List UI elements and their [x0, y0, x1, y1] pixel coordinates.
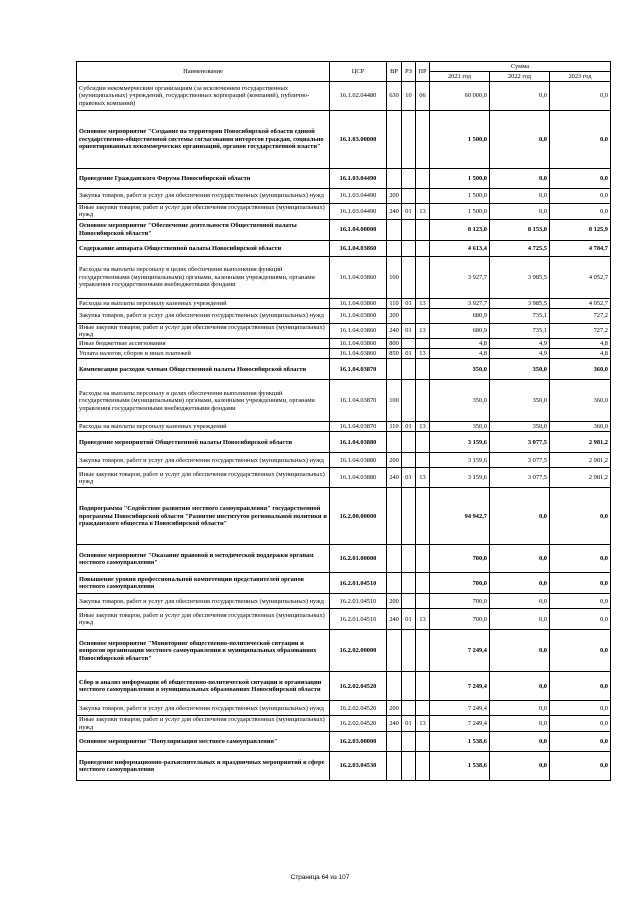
- row-csr: 16.1.04.03860: [330, 256, 387, 298]
- row-sum-2021: 4,8: [430, 349, 490, 359]
- row-csr: 16.1.04.03860: [330, 323, 387, 339]
- header-2021: 2021 год: [430, 72, 490, 82]
- row-csr: 16.1.04.03860: [330, 349, 387, 359]
- row-vr: 100: [387, 380, 402, 422]
- row-csr: 16.2.01.04510: [330, 609, 387, 630]
- row-rz: [402, 630, 416, 672]
- row-name: Иные бюджетные ассигнования: [77, 339, 330, 349]
- row-csr: 16.1.04.03860: [330, 339, 387, 349]
- row-pr: 13: [416, 716, 430, 732]
- row-sum-2022: 8 153,0: [490, 219, 550, 240]
- row-csr: 16.2.03.00000: [330, 732, 387, 752]
- row-name: Основное мероприятие "Популяризация местного самоуправления": [77, 732, 330, 752]
- row-csr: 16.2.02.04520: [330, 672, 387, 701]
- row-vr: [387, 169, 402, 189]
- row-csr: 16.2.01.00000: [330, 545, 387, 573]
- table-row: [77, 453, 611, 468]
- row-name: Повышение уровня профессиональной компетенции представителей органов местного самоуправления: [77, 573, 330, 594]
- row-sum-2023: 0,0: [550, 82, 611, 111]
- row-pr: 13: [416, 468, 430, 488]
- row-sum-2021: 94 942,7: [430, 488, 490, 545]
- row-rz: [402, 359, 416, 380]
- row-csr: 16.1.03.04490: [330, 204, 387, 220]
- row-sum-2021: 7 249,4: [430, 701, 490, 716]
- row-vr: 110: [387, 422, 402, 432]
- row-sum-2023: 0,0: [550, 752, 611, 781]
- row-sum-2023: 2 981,2: [550, 432, 611, 453]
- row-sum-2023: 727,2: [550, 308, 611, 323]
- row-rz: [402, 256, 416, 298]
- row-pr: [416, 573, 430, 594]
- table-row: [77, 380, 611, 422]
- row-sum-2021: 680,9: [430, 308, 490, 323]
- row-sum-2022: 4,9: [490, 339, 550, 349]
- row-name: Иные закупки товаров, работ и услуг для обеспечения государственных (муниципальных) нужд: [77, 716, 330, 732]
- row-name: Сбор и анализ информации об общественно-политической ситуации и организации местного самоуправления в муниципальных образованиях Новосибирской области: [77, 672, 330, 701]
- row-rz: 10: [402, 82, 416, 111]
- header-vr: ВР: [387, 62, 402, 82]
- row-sum-2023: 2 981,2: [550, 468, 611, 488]
- row-sum-2021: 350,0: [430, 359, 490, 380]
- row-vr: [387, 672, 402, 701]
- row-csr: 16.1.04.03880: [330, 432, 387, 453]
- row-sum-2021: 1 538,6: [430, 732, 490, 752]
- row-sum-2021: 3 159,6: [430, 453, 490, 468]
- table-row: [77, 323, 611, 339]
- row-pr: 13: [416, 323, 430, 339]
- table-row: [77, 545, 611, 573]
- row-name: Расходы на выплаты персоналу казенных учреждений: [77, 298, 330, 308]
- table-row: [77, 349, 611, 359]
- header-pr: ПР: [416, 62, 430, 82]
- row-vr: 110: [387, 298, 402, 308]
- header-name: Наименование: [77, 62, 330, 82]
- row-sum-2022: 350,0: [490, 380, 550, 422]
- table-row: [77, 716, 611, 732]
- row-sum-2021: 8 123,0: [430, 219, 490, 240]
- row-rz: 01: [402, 349, 416, 359]
- row-sum-2022: 0,0: [490, 545, 550, 573]
- row-rz: 01: [402, 298, 416, 308]
- row-sum-2022: 0,0: [490, 630, 550, 672]
- row-name: Проведение Гражданского Форума Новосибирской области: [77, 169, 330, 189]
- page-footer: Страница 64 из 107: [290, 874, 350, 881]
- row-sum-2022: 4 725,5: [490, 240, 550, 256]
- row-sum-2023: 0,0: [550, 189, 611, 204]
- header-row: [77, 62, 611, 72]
- row-sum-2021: 700,0: [430, 609, 490, 630]
- row-sum-2022: 350,0: [490, 359, 550, 380]
- row-pr: 06: [416, 82, 430, 111]
- row-name: Субсидии некоммерческим организациям (за исключением государственных (муниципальных) учреждений, государственных корпораций (компаний), публично-правовых компаний): [77, 82, 330, 111]
- row-pr: [416, 453, 430, 468]
- row-vr: 240: [387, 204, 402, 220]
- row-name: Иные закупки товаров, работ и услуг для обеспечения государственных (муниципальных) нужд: [77, 204, 330, 220]
- row-sum-2021: 700,0: [430, 573, 490, 594]
- table-row: [77, 468, 611, 488]
- row-rz: 01: [402, 609, 416, 630]
- row-vr: [387, 630, 402, 672]
- table-row: [77, 189, 611, 204]
- row-vr: 240: [387, 323, 402, 339]
- row-pr: [416, 169, 430, 189]
- row-sum-2023: 360,0: [550, 422, 611, 432]
- row-sum-2022: 0,0: [490, 204, 550, 220]
- row-pr: [416, 432, 430, 453]
- row-csr: 16.1.04.03860: [330, 298, 387, 308]
- row-sum-2021: 3 927,7: [430, 256, 490, 298]
- row-vr: 200: [387, 308, 402, 323]
- row-name: Расходы на выплаты персоналу казенных учреждений: [77, 422, 330, 432]
- row-csr: 16.2.00.00000: [330, 488, 387, 545]
- row-sum-2022: 0,0: [490, 111, 550, 169]
- row-sum-2021: 1 500,0: [430, 189, 490, 204]
- row-sum-2023: 360,0: [550, 380, 611, 422]
- table-row: [77, 339, 611, 349]
- header-2022: 2022 год: [490, 72, 550, 82]
- row-pr: [416, 339, 430, 349]
- row-sum-2021: 4,8: [430, 339, 490, 349]
- row-rz: [402, 573, 416, 594]
- row-rz: 01: [402, 422, 416, 432]
- row-name: Содержание аппарата Общественной палаты Новосибирской области: [77, 240, 330, 256]
- row-vr: [387, 432, 402, 453]
- row-name: Иные закупки товаров, работ и услуг для обеспечения государственных (муниципальных) нужд: [77, 323, 330, 339]
- row-vr: 200: [387, 189, 402, 204]
- row-name: Подпрограмма "Содействие развитию местного самоуправления" государственной программы Новосибирской области "Развитие институтов региональной политики и гражданского общества в Новосибирской области": [77, 488, 330, 545]
- row-csr: 16.1.04.03860: [330, 240, 387, 256]
- header-rz: РЗ: [402, 62, 416, 82]
- row-rz: 01: [402, 468, 416, 488]
- row-name: Основное мероприятие "Создание на территории Новосибирской области единой государственно-общественной системы согласования интересов граждан, социально ориентированных некоммерческих организаций, органов государственной власти": [77, 111, 330, 169]
- row-sum-2023: 0,0: [550, 545, 611, 573]
- row-csr: 16.1.04.03870: [330, 380, 387, 422]
- row-sum-2021: 3 159,6: [430, 432, 490, 453]
- row-sum-2021: 60 000,0: [430, 82, 490, 111]
- row-name: Закупка товаров, работ и услуг для обеспечения государственных (муниципальных) нужд: [77, 189, 330, 204]
- row-sum-2023: 0,0: [550, 204, 611, 220]
- table-row: [77, 82, 611, 111]
- row-csr: 16.1.04.00000: [330, 219, 387, 240]
- row-sum-2023: 4 052,7: [550, 256, 611, 298]
- table-row: [77, 432, 611, 453]
- row-sum-2022: 0,0: [490, 609, 550, 630]
- row-csr: 16.2.01.04510: [330, 573, 387, 594]
- row-vr: 240: [387, 716, 402, 732]
- row-sum-2023: 4 052,7: [550, 298, 611, 308]
- row-name: Проведение информационно-разъяснительных и праздничных мероприятий в сфере местного самоуправления: [77, 752, 330, 781]
- row-vr: 240: [387, 609, 402, 630]
- table-row: [77, 422, 611, 432]
- row-sum-2021: 7 249,4: [430, 716, 490, 732]
- row-sum-2022: 0,0: [490, 732, 550, 752]
- row-rz: [402, 488, 416, 545]
- row-csr: 16.1.04.03870: [330, 359, 387, 380]
- row-sum-2021: 1 500,0: [430, 169, 490, 189]
- row-rz: 01: [402, 716, 416, 732]
- row-pr: [416, 308, 430, 323]
- row-rz: [402, 339, 416, 349]
- row-rz: [402, 308, 416, 323]
- table-row: [77, 308, 611, 323]
- row-sum-2021: 680,9: [430, 323, 490, 339]
- row-sum-2022: 0,0: [490, 488, 550, 545]
- row-pr: [416, 219, 430, 240]
- row-vr: 240: [387, 468, 402, 488]
- row-sum-2023: 0,0: [550, 488, 611, 545]
- row-vr: 100: [387, 256, 402, 298]
- row-sum-2022: 4,9: [490, 349, 550, 359]
- row-csr: 16.2.02.04520: [330, 716, 387, 732]
- row-pr: [416, 240, 430, 256]
- row-sum-2021: 1 500,0: [430, 204, 490, 220]
- table-row: [77, 256, 611, 298]
- table-row: [77, 672, 611, 701]
- row-sum-2023: 2 981,2: [550, 453, 611, 468]
- row-pr: [416, 630, 430, 672]
- row-vr: [387, 752, 402, 781]
- row-csr: 16.2.01.04510: [330, 594, 387, 609]
- row-sum-2021: 1 500,0: [430, 111, 490, 169]
- row-sum-2023: 0,0: [550, 630, 611, 672]
- table-row: [77, 298, 611, 308]
- row-sum-2022: 0,0: [490, 752, 550, 781]
- row-sum-2023: 4,8: [550, 339, 611, 349]
- row-rz: 01: [402, 323, 416, 339]
- row-sum-2023: 0,0: [550, 111, 611, 169]
- row-pr: [416, 732, 430, 752]
- row-rz: [402, 189, 416, 204]
- row-csr: 16.2.02.00000: [330, 630, 387, 672]
- row-pr: [416, 488, 430, 545]
- row-name: Основное мероприятие "Обеспечение деятельности Общественной палаты Новосибирской области": [77, 219, 330, 240]
- row-sum-2021: 350,0: [430, 380, 490, 422]
- row-sum-2022: 0,0: [490, 672, 550, 701]
- table-row: [77, 732, 611, 752]
- row-sum-2022: 3 077,5: [490, 453, 550, 468]
- row-vr: 850: [387, 349, 402, 359]
- row-csr: 16.1.04.03880: [330, 453, 387, 468]
- row-sum-2022: 3 077,5: [490, 468, 550, 488]
- row-sum-2021: 7 249,4: [430, 672, 490, 701]
- row-csr: 16.1.04.03860: [330, 308, 387, 323]
- row-vr: [387, 573, 402, 594]
- row-rz: [402, 672, 416, 701]
- row-rz: [402, 701, 416, 716]
- row-vr: [387, 732, 402, 752]
- row-sum-2022: 0,0: [490, 701, 550, 716]
- row-pr: 13: [416, 298, 430, 308]
- row-name: Основное мероприятие "Оказание правовой и методической поддержки органам местного самоуправления": [77, 545, 330, 573]
- row-csr: 16.2.03.04530: [330, 752, 387, 781]
- row-pr: [416, 111, 430, 169]
- row-vr: [387, 545, 402, 573]
- row-sum-2022: 0,0: [490, 594, 550, 609]
- row-csr: 16.1.03.04490: [330, 189, 387, 204]
- row-sum-2022: 3 985,5: [490, 298, 550, 308]
- row-sum-2022: 0,0: [490, 82, 550, 111]
- row-sum-2023: 0,0: [550, 573, 611, 594]
- table-row: [77, 240, 611, 256]
- row-pr: 13: [416, 349, 430, 359]
- table-row: [77, 630, 611, 672]
- row-rz: [402, 752, 416, 781]
- row-sum-2023: 4,8: [550, 349, 611, 359]
- row-sum-2022: 350,0: [490, 422, 550, 432]
- row-pr: [416, 701, 430, 716]
- row-name: Компенсация расходов членам Общественной палаты Новосибирской области: [77, 359, 330, 380]
- row-sum-2021: 1 538,6: [430, 752, 490, 781]
- row-pr: [416, 380, 430, 422]
- row-sum-2023: 4 784,7: [550, 240, 611, 256]
- row-sum-2021: 3 927,7: [430, 298, 490, 308]
- row-sum-2022: 0,0: [490, 189, 550, 204]
- row-sum-2023: 0,0: [550, 732, 611, 752]
- row-vr: [387, 111, 402, 169]
- row-sum-2022: 0,0: [490, 573, 550, 594]
- row-sum-2021: 7 249,4: [430, 630, 490, 672]
- row-pr: [416, 672, 430, 701]
- row-vr: [387, 359, 402, 380]
- table-body: [77, 62, 611, 781]
- row-sum-2023: 0,0: [550, 701, 611, 716]
- row-name: Закупка товаров, работ и услуг для обеспечения государственных (муниципальных) нужд: [77, 594, 330, 609]
- row-sum-2023: 0,0: [550, 594, 611, 609]
- table-row: [77, 359, 611, 380]
- row-rz: [402, 240, 416, 256]
- row-rz: [402, 453, 416, 468]
- row-name: Закупка товаров, работ и услуг для обеспечения государственных (муниципальных) нужд: [77, 308, 330, 323]
- row-pr: 13: [416, 422, 430, 432]
- table-row: [77, 573, 611, 594]
- row-sum-2023: 0,0: [550, 169, 611, 189]
- row-pr: [416, 752, 430, 781]
- row-name: Уплата налогов, сборов и иных платежей: [77, 349, 330, 359]
- table-row: [77, 488, 611, 545]
- table-row: [77, 752, 611, 781]
- header-sum: Сумма: [430, 62, 611, 72]
- row-sum-2023: 0,0: [550, 716, 611, 732]
- row-vr: 800: [387, 339, 402, 349]
- row-name: Расходы на выплаты персоналу в целях обеспечения выполнения функций государственными (муниципальными) органами, казенными учреждениями, органами управления государственными внебюджетными фондами: [77, 256, 330, 298]
- row-pr: 13: [416, 609, 430, 630]
- row-vr: [387, 219, 402, 240]
- row-csr: 16.2.02.04520: [330, 701, 387, 716]
- row-vr: 200: [387, 453, 402, 468]
- row-vr: [387, 240, 402, 256]
- row-name: Закупка товаров, работ и услуг для обеспечения государственных (муниципальных) нужд: [77, 701, 330, 716]
- row-sum-2023: 8 125,9: [550, 219, 611, 240]
- table-row: [77, 609, 611, 630]
- row-name: Расходы на выплаты персоналу в целях обеспечения выполнения функций государственными (муниципальными) органами, казенными учреждениями, органами управления государственными внебюджетными фондами: [77, 380, 330, 422]
- row-sum-2023: 360,0: [550, 359, 611, 380]
- row-csr: 16.1.02.04480: [330, 82, 387, 111]
- row-sum-2021: 3 159,6: [430, 468, 490, 488]
- row-pr: [416, 256, 430, 298]
- row-rz: [402, 594, 416, 609]
- row-vr: 200: [387, 594, 402, 609]
- row-rz: [402, 432, 416, 453]
- row-rz: 01: [402, 204, 416, 220]
- row-rz: [402, 111, 416, 169]
- row-vr: [387, 488, 402, 545]
- row-name: Проведение мероприятий Общественной палаты Новосибирской области: [77, 432, 330, 453]
- row-csr: 16.1.03.04490: [330, 169, 387, 189]
- table-row: [77, 594, 611, 609]
- row-vr: 200: [387, 701, 402, 716]
- row-vr: 630: [387, 82, 402, 111]
- row-sum-2022: 0,0: [490, 169, 550, 189]
- row-rz: [402, 545, 416, 573]
- row-sum-2022: 3 077,5: [490, 432, 550, 453]
- header-2023: 2023 год: [550, 72, 611, 82]
- row-sum-2022: 3 985,5: [490, 256, 550, 298]
- row-sum-2022: 735,1: [490, 323, 550, 339]
- row-rz: [402, 380, 416, 422]
- row-sum-2023: 727,2: [550, 323, 611, 339]
- row-csr: 16.1.04.03870: [330, 422, 387, 432]
- row-pr: [416, 359, 430, 380]
- row-name: Иные закупки товаров, работ и услуг для обеспечения государственных (муниципальных) нужд: [77, 468, 330, 488]
- row-sum-2023: 0,0: [550, 672, 611, 701]
- row-pr: [416, 545, 430, 573]
- row-pr: [416, 594, 430, 609]
- row-name: Основное мероприятие "Мониторинг общественно-политической ситуации и вопросов организации местного самоуправления в муниципальных образованиях Новосибирской области": [77, 630, 330, 672]
- table-row: [77, 111, 611, 169]
- row-rz: [402, 732, 416, 752]
- row-sum-2022: 735,1: [490, 308, 550, 323]
- row-sum-2021: 4 613,4: [430, 240, 490, 256]
- row-sum-2022: 0,0: [490, 716, 550, 732]
- header-csr: ЦСР: [330, 62, 387, 82]
- row-rz: [402, 219, 416, 240]
- row-csr: 16.1.03.00000: [330, 111, 387, 169]
- budget-table: [76, 61, 611, 781]
- table-row: [77, 701, 611, 716]
- table-row: [77, 169, 611, 189]
- row-sum-2021: 700,0: [430, 545, 490, 573]
- row-pr: 13: [416, 204, 430, 220]
- row-name: Закупка товаров, работ и услуг для обеспечения государственных (муниципальных) нужд: [77, 453, 330, 468]
- row-pr: [416, 189, 430, 204]
- row-rz: [402, 169, 416, 189]
- table-row: [77, 204, 611, 220]
- row-csr: 16.1.04.03880: [330, 468, 387, 488]
- row-name: Иные закупки товаров, работ и услуг для обеспечения государственных (муниципальных) нужд: [77, 609, 330, 630]
- row-sum-2021: 700,0: [430, 594, 490, 609]
- table-row: [77, 219, 611, 240]
- row-sum-2023: 0,0: [550, 609, 611, 630]
- row-sum-2021: 350,0: [430, 422, 490, 432]
